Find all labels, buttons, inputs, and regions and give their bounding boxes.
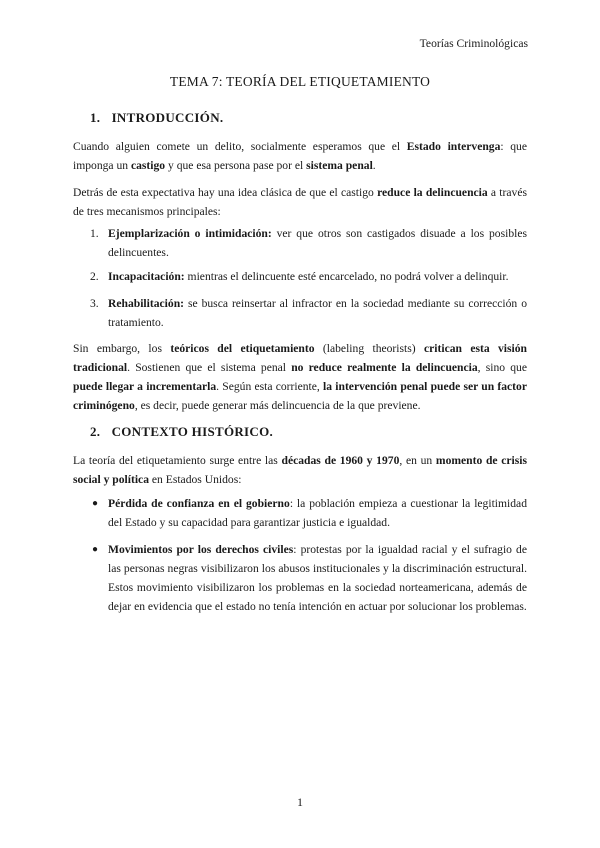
bold-run: Estado intervenga: [406, 140, 501, 153]
text-run: Detrás de esta expectativa hay una idea clásica de que el castigo: [73, 186, 378, 199]
bold-run: décadas de 1960 y 1970: [281, 454, 400, 467]
section-number: 2.: [90, 424, 101, 439]
item-text: : protestas por la igualdad racial y el sufragio de las personas negras visibilizaron los abusos institucionales y la discriminación estructural. Estos movimiento visibilizaron los problemas en la sociedad norteamericana, además de dejar en evidencia que el estado no tenía intención en actuar por solucionar los problemas.: [108, 543, 528, 613]
item-text: ver que otros son castigados disuade a los posibles delincuentes.: [108, 227, 527, 259]
text-run: . Sostienen que el sistema penal: [127, 361, 292, 374]
list-number: 2.: [90, 270, 99, 283]
numbered-list-item: [90, 294, 527, 332]
intro-paragraph-1: [73, 137, 527, 175]
text-run: La teoría del etiquetamiento surge entre las: [73, 454, 282, 467]
item-term: Movimientos por los derechos civiles: [108, 543, 294, 556]
text-run: Cuando alguien comete un delito, socialmente esperamos que el: [73, 140, 407, 153]
text-run: en Estados Unidos:: [149, 473, 242, 486]
text-run: a través de tres mecanismos principales:: [73, 186, 527, 218]
list-number: 3.: [90, 297, 99, 310]
bold-run: teóricos del etiquetamiento: [170, 342, 315, 355]
bold-run: puede llegar a incrementarla: [73, 380, 217, 393]
bold-run: critican esta visión tradicional: [73, 342, 527, 374]
bold-run: la intervención penal puede ser un factor criminógeno: [73, 380, 527, 412]
bullet-icon: ●: [92, 544, 99, 555]
text-run: . Según esta corriente,: [216, 380, 324, 393]
text-run: , sino que: [477, 361, 527, 374]
document-title: TEMA 7: TEORÍA DEL ETIQUETAMIENTO: [169, 74, 431, 89]
bullet-icon: ●: [92, 498, 99, 509]
section-title: INTRODUCCIÓN.: [111, 110, 224, 125]
section-title: CONTEXTO HISTÓRICO.: [111, 424, 274, 439]
bold-run: reduce la delincuencia: [377, 186, 488, 199]
item-term: Rehabilitación:: [108, 297, 185, 310]
intro-paragraph-3: [73, 339, 527, 415]
bullet-list-item: [90, 540, 527, 616]
section-heading-introduccion: [90, 108, 223, 127]
numbered-list-item: [90, 267, 527, 286]
text-run: Sin embargo, los: [73, 342, 171, 355]
section-number: 1.: [90, 110, 101, 125]
item-text: : la población empieza a cuestionar la legitimidad del Estado y su capacidad para garantizar justicia e igualdad.: [108, 497, 527, 529]
bold-run: sistema penal: [306, 159, 373, 172]
context-paragraph-1: [73, 451, 527, 489]
text-run: (labeling theorists): [314, 342, 424, 355]
text-run: , es decir, puede generar más delincuencia de la que previene.: [134, 399, 421, 412]
item-term: Ejemplarización o intimidación:: [108, 227, 272, 240]
page-number: 1: [297, 795, 303, 809]
numbered-list-item: [90, 224, 527, 262]
list-number: 1.: [90, 227, 99, 240]
text-run: : que imponga un: [73, 140, 527, 172]
item-text: se busca reinsertar al infractor en la sociedad mediante su corrección o tratamiento.: [108, 297, 527, 329]
bullet-list-item: [90, 494, 527, 532]
item-text: mientras el delincuente esté encarcelado, no podrá volver a delinquir.: [184, 270, 509, 283]
intro-paragraph-2: [73, 183, 527, 221]
text-run: , en un: [399, 454, 436, 467]
running-header: Teorías Criminológicas: [419, 37, 528, 50]
bold-run: castigo: [130, 159, 166, 172]
text-run: .: [372, 159, 376, 172]
section-heading-contexto-historico: [90, 422, 273, 441]
text-run: y que esa persona pase por el: [165, 159, 307, 172]
bold-run: no reduce realmente la delincuencia: [291, 361, 478, 374]
item-term: Pérdida de confianza en el gobierno: [108, 497, 290, 510]
item-term: Incapacitación:: [108, 270, 185, 283]
bold-run: momento de crisis social y política: [73, 454, 528, 486]
